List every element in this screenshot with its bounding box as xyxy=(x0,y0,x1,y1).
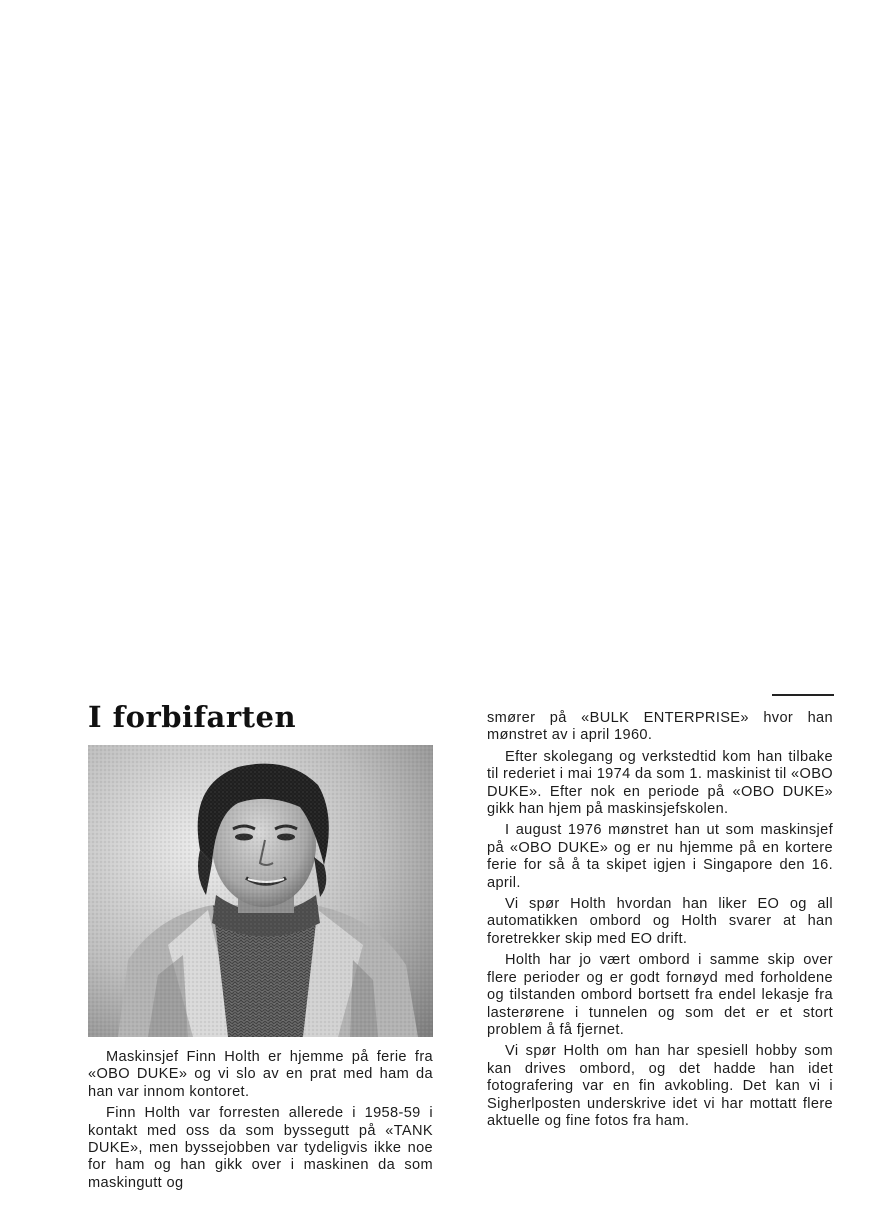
paragraph: smører på «BULK ENTERPRISE» hvor han mønstret av i april 1960. xyxy=(487,710,833,744)
paragraph: Holth har jo vært ombord i samme skip over flere perioder og er godt fornøyd med forholdene og tilstanden ombord bortsett fra endel lekasje fra lasterørene i tunnelen og som det er et stort problem å få fjernet. xyxy=(487,952,833,1038)
paragraph: Finn Holth var forresten allerede i 1958-59 i kontakt med oss da som byssegutt på «TANK DUKE», men byssejobben var tydeligvis ikke noe for ham og han gikk over i maskinen da som maskingutt og xyxy=(88,1105,433,1191)
paragraph: Vi spør Holth om han har spesiell hobby som kan drives ombord, og det hadde han idet fotografering var en fin avkobling. Det kan vi i Sigherlposten underskrive idet vi har mottatt flere aktuelle og fine fotos fra ham. xyxy=(487,1043,833,1129)
column-rule xyxy=(772,694,834,696)
paragraph: I august 1976 mønstret han ut som maskinsjef på «OBO DUKE» og er nu hjemme på en kortere ferie for så å ta skipet igjen i Singapore den 16. april. xyxy=(487,822,833,891)
article-title: I forbifarten xyxy=(88,700,297,734)
left-column xyxy=(88,1049,433,1196)
right-column xyxy=(487,710,833,1134)
portrait-photo xyxy=(88,745,433,1037)
paragraph: Efter skolegang og verkstedtid kom han tilbake til rederiet i mai 1974 da som 1. maskinist til «OBO DUKE». Efter nok en periode på «OBO DUKE» gikk han hjem på maskinsjefskolen. xyxy=(487,748,833,818)
paragraph: Maskinsjef Finn Holth er hjemme på ferie fra «OBO DUKE» og vi slo av en prat med ham da han var innom kontoret. xyxy=(88,1049,433,1100)
paragraph: Vi spør Holth hvordan han liker EO og all automatikken ombord og Holth svarer at han foretrekker skip med EO drift. xyxy=(487,896,833,947)
